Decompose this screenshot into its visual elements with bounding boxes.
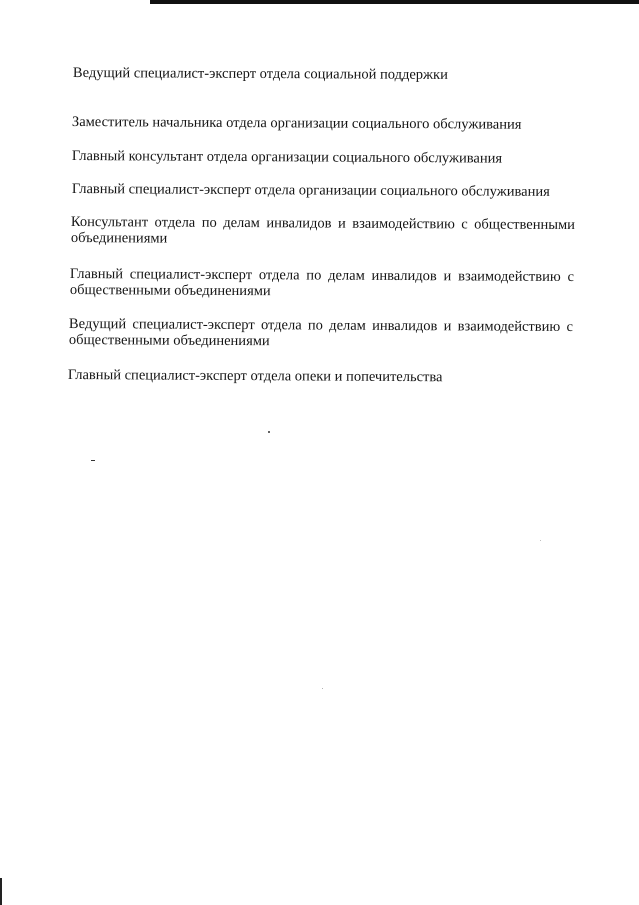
position-item: Заместитель начальника отдела организации социального обслуживания	[71, 114, 522, 133]
scan-edge-artifact	[0, 878, 2, 905]
scan-speck	[540, 540, 541, 541]
position-item: Главный специалист-эксперт отдела опеки и попечительства	[67, 367, 443, 386]
position-item: Консультант отдела по делам инвалидов и взаимодействию с общественными объединениями	[70, 214, 575, 247]
position-item: Ведущий специалист-эксперт отдела по делам инвалидов и взаимодействию с общественными объединениями	[68, 316, 573, 350]
scan-speck	[322, 688, 323, 689]
position-item: Главный специалист-эксперт отдела организации социального обслуживания	[71, 181, 550, 200]
scan-edge-artifact	[150, 0, 639, 4]
position-item: Ведущий специалист-эксперт отдела социальной поддержки	[72, 65, 448, 83]
scan-speck	[268, 431, 270, 433]
scan-speck	[91, 460, 95, 461]
position-item: Главный консультант отдела организации социального обслуживания	[71, 148, 503, 167]
position-item: Главный специалист-эксперт отдела по делам инвалидов и взаимодействию с общественными объединениями	[69, 266, 574, 300]
